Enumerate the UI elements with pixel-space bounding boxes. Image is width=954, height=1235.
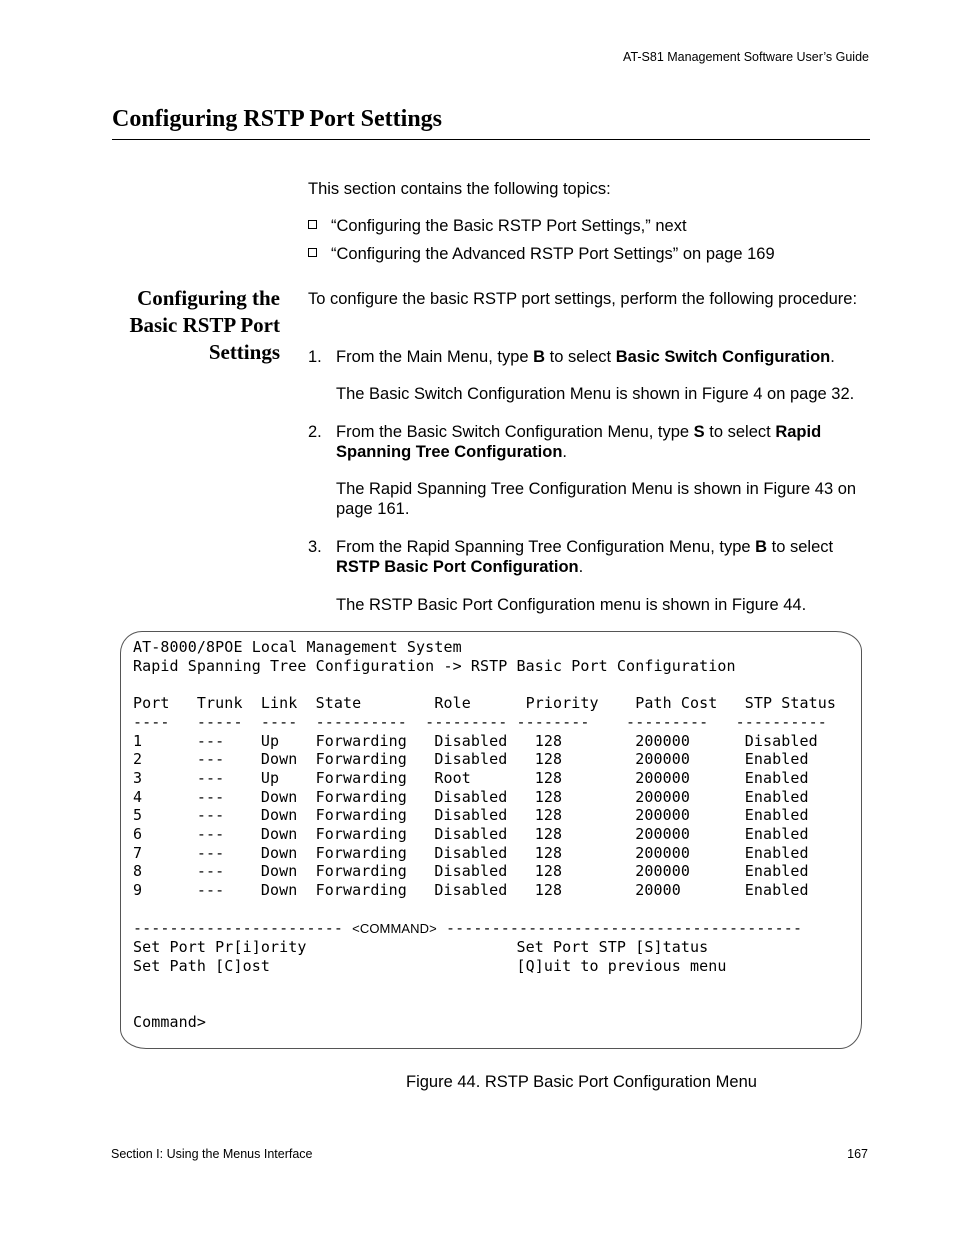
step-note: The RSTP Basic Port Configuration menu is shown in Figure 44. [336, 596, 807, 614]
page-number: 167 [847, 1147, 868, 1161]
section-heading [112, 285, 280, 366]
step-note: The Rapid Spanning Tree Configuration Menu is shown in Figure 43 on page 161. [336, 480, 857, 518]
command-label: <COMMAND> [352, 920, 437, 936]
terminal-breadcrumb: Rapid Spanning Tree Configuration -> RSTP Basic Port Configuration [133, 656, 736, 675]
step-text: From the Main Menu, type B to select Basic Switch Configuration. [336, 348, 835, 366]
menu-option: Set Path [C]ost [Q]uit to previous menu [133, 956, 727, 975]
footer-section: Section I: Using the Menus Interface [111, 1147, 313, 1161]
table-row: 4 --- Down Forwarding Disabled 128 200000 Enabled [133, 787, 809, 806]
topic-list-item [308, 244, 775, 264]
terminal-header-rule: ---- ----- ---- ---------- --------- -------- --------- ---------- [133, 712, 827, 731]
table-row: 6 --- Down Forwarding Disabled 128 200000 Enabled [133, 825, 809, 844]
topic-link[interactable]: “Configuring the Advanced RSTP Port Settings” on page 169 [331, 245, 775, 263]
table-row: 2 --- Down Forwarding Disabled 128 200000 Enabled [133, 750, 809, 769]
running-header: AT-S81 Management Software User’s Guide [623, 50, 869, 64]
intro-text: This section contains the following topics: [308, 180, 611, 198]
checkbox-bullet-icon [308, 220, 317, 229]
command-divider: ----------------------- <COMMAND> --------------------------------------- [133, 918, 803, 937]
procedure-intro: To configure the basic RSTP port settings, perform the following procedure: [308, 290, 858, 308]
title-rule [112, 139, 870, 140]
table-row: 7 --- Down Forwarding Disabled 128 200000 Enabled [133, 843, 809, 862]
topic-link[interactable]: “Configuring the Basic RSTP Port Settings,” next [331, 217, 687, 235]
step-number: 3. [308, 538, 322, 556]
page-title: Configuring RSTP Port Settings [112, 106, 443, 132]
terminal-screen [133, 638, 836, 1032]
section-heading-line: Configuring the [137, 286, 280, 310]
command-prompt: Command> [133, 1013, 207, 1032]
table-row: 8 --- Down Forwarding Disabled 128 200000 Enabled [133, 862, 809, 881]
checkbox-bullet-icon [308, 248, 317, 257]
step-text: From the Rapid Spanning Tree Configuration Menu, type B to select RSTP Basic Port Configuration. [336, 538, 834, 576]
topic-list-item [308, 216, 687, 236]
step-number: 2. [308, 423, 322, 441]
step-number: 1. [308, 348, 322, 366]
menu-option: Set Port Pr[i]ority Set Port STP [S]tatus [133, 938, 709, 957]
section-heading-line: Settings [208, 340, 280, 364]
step-text: From the Basic Switch Configuration Menu, type S to select Rapid Spanning Tree Configuration. [336, 423, 822, 461]
table-row: 1 --- Up Forwarding Disabled 128 200000 Disabled [133, 731, 818, 750]
terminal-column-header: Port Trunk Link State Role Priority Path Cost STP Status [133, 694, 837, 713]
step-note: The Basic Switch Configuration Menu is shown in Figure 4 on page 32. [336, 385, 855, 403]
table-row: 3 --- Up Forwarding Root 128 200000 Enabled [133, 768, 809, 787]
table-row: 5 --- Down Forwarding Disabled 128 200000 Enabled [133, 806, 809, 825]
terminal-title: AT-8000/8POE Local Management System [133, 638, 462, 656]
section-heading-line: Basic RSTP Port [129, 313, 280, 337]
figure-caption: Figure 44. RSTP Basic Port Configuration Menu [406, 1073, 757, 1091]
table-row: 9 --- Down Forwarding Disabled 128 20000 Enabled [133, 881, 809, 900]
